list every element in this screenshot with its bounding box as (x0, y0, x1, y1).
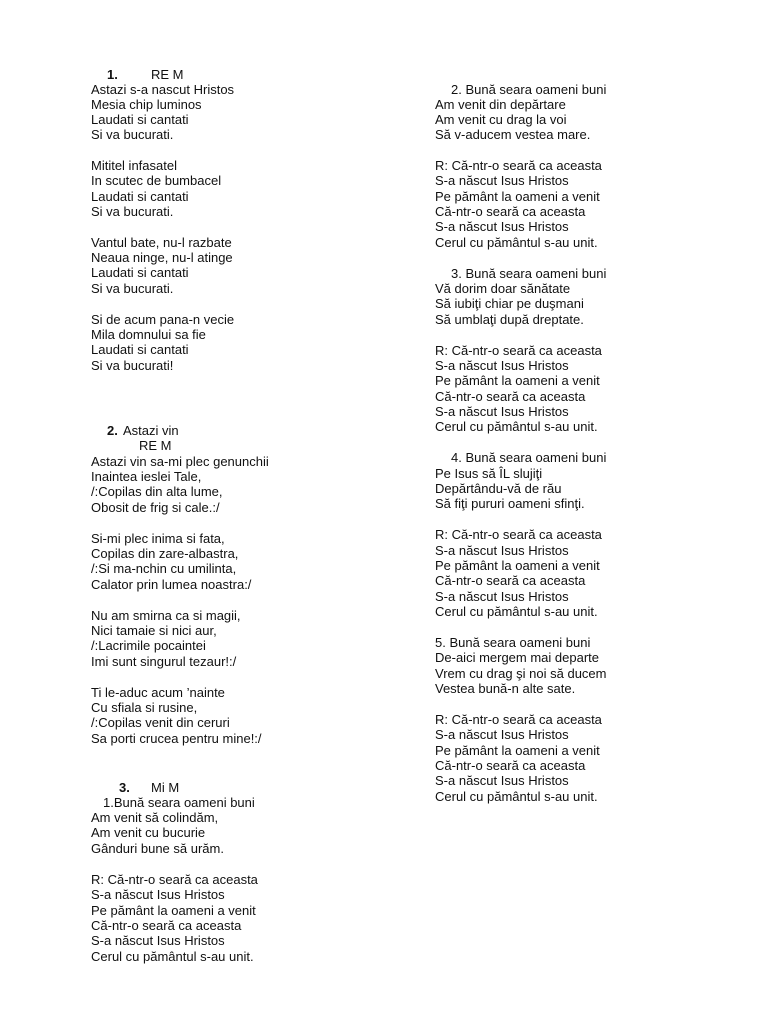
lyric-line: Astazi s-a nascut Hristos (91, 82, 235, 97)
song2-title: Astazi vin (123, 423, 179, 438)
refrain-line: Pe pământ la oameni a venit (435, 189, 600, 204)
song2-key: RE M (139, 438, 172, 453)
refrain-line: Cerul cu pământul s-au unit. (435, 419, 598, 434)
refrain-line: Cerul cu pământul s-au unit. (435, 789, 598, 804)
lyric-line: Obosit de frig si cale.:/ (91, 500, 220, 515)
lyric-line: Calator prin lumea noastra:/ (91, 577, 252, 592)
lyric-line: Am venit cu bucurie (91, 825, 206, 840)
lyric-line: /:Lacrimile pocaintei (91, 638, 206, 653)
refrain-line: R: Că-ntr-o seară ca aceasta (435, 158, 602, 173)
lyric-line: Vrem cu drag şi noi să ducem (435, 666, 607, 681)
lyric-line: Si-mi plec inima si fata, (91, 531, 225, 546)
refrain-line: R: Că-ntr-o seară ca aceasta (91, 872, 258, 887)
refrain-line: S-a născut Isus Hristos (91, 933, 225, 948)
lyric-line: Si va bucurati! (91, 358, 174, 373)
lyric-line: Pe Isus să ÎL slujiţi (435, 466, 543, 481)
lyric-line: Să v-aducem vestea mare. (435, 127, 591, 142)
lyric-line: Am venit din depărtare (435, 97, 566, 112)
lyric-line: Neaua ninge, nu-l atinge (91, 250, 233, 265)
refrain-line: S-a născut Isus Hristos (91, 887, 225, 902)
refrain-line: Cerul cu pământul s-au unit. (435, 604, 598, 619)
lyric-line: Ti le-aduc acum ’nainte (91, 685, 225, 700)
refrain-line: R: Că-ntr-o seară ca aceasta (435, 712, 602, 727)
refrain-line: Că-ntr-o seară ca aceasta (91, 918, 242, 933)
refrain-line: S-a născut Isus Hristos (435, 219, 569, 234)
lyric-line: Depărtându-vă de rău (435, 481, 562, 496)
lyric-line: /:Si ma-nchin cu umilinta, (91, 561, 237, 576)
lyric-line: Mila domnului sa fie (91, 327, 206, 342)
lyric-line: Imi sunt singurul tezaur!:/ (91, 654, 237, 669)
lyric-line: Vantul bate, nu-l razbate (91, 235, 232, 250)
refrain-line: S-a născut Isus Hristos (435, 727, 569, 742)
refrain-line: Pe pământ la oameni a venit (91, 903, 256, 918)
lyric-line: Sa porti crucea pentru mine!:/ (91, 731, 262, 746)
refrain-line: Pe pământ la oameni a venit (435, 558, 600, 573)
refrain-line: Că-ntr-o seară ca aceasta (435, 758, 586, 773)
lyric-line: /:Copilas venit din ceruri (91, 715, 230, 730)
refrain-line: Cerul cu pământul s-au unit. (435, 235, 598, 250)
lyric-line: 5. Bună seara oameni buni (435, 635, 591, 650)
lyric-line: 3. Bună seara oameni buni (451, 266, 607, 281)
lyric-line: Si va bucurati. (91, 127, 174, 142)
lyric-line: /:Copilas din alta lume, (91, 484, 223, 499)
refrain-line: S-a născut Isus Hristos (435, 404, 569, 419)
lyric-line: Am venit cu drag la voi (435, 112, 567, 127)
lyric-line: Vă dorim doar sănătate (435, 281, 571, 296)
lyric-line: Nu am smirna ca si magii, (91, 608, 241, 623)
refrain-line: S-a născut Isus Hristos (435, 589, 569, 604)
refrain-line: S-a născut Isus Hristos (435, 358, 569, 373)
refrain-line: S-a născut Isus Hristos (435, 173, 569, 188)
lyric-line: Nici tamaie si nici aur, (91, 623, 217, 638)
lyric-line: Mititel infasatel (91, 158, 177, 173)
refrain-line: Că-ntr-o seară ca aceasta (435, 573, 586, 588)
refrain-line: Pe pământ la oameni a venit (435, 373, 600, 388)
refrain-line: R: Că-ntr-o seară ca aceasta (435, 527, 602, 542)
song1-key: RE M (151, 67, 184, 82)
refrain-line: Cerul cu pământul s-au unit. (91, 949, 254, 964)
lyric-line: Am venit să colindăm, (91, 810, 219, 825)
refrain-line: S-a născut Isus Hristos (435, 773, 569, 788)
song2-number: 2. (107, 423, 118, 438)
refrain-line: Că-ntr-o seară ca aceasta (435, 389, 586, 404)
lyric-line: 1.Bună seara oameni buni (103, 795, 255, 810)
lyric-line: Copilas din zare-albastra, (91, 546, 239, 561)
lyric-line: Să iubiţi chiar pe duşmani (435, 296, 584, 311)
lyric-line: Laudati si cantati (91, 342, 189, 357)
lyric-line: De-aici mergem mai departe (435, 650, 600, 665)
lyric-line: Laudati si cantati (91, 189, 189, 204)
lyric-line: Laudati si cantati (91, 112, 189, 127)
lyric-line: Si va bucurati. (91, 204, 174, 219)
lyric-line: Să umblaţi după dreptate. (435, 312, 584, 327)
lyric-line: Cu sfiala si rusine, (91, 700, 198, 715)
lyric-line: 4. Bună seara oameni buni (451, 450, 607, 465)
lyric-line: Să fiţi pururi oameni sfinţi. (435, 496, 585, 511)
lyric-line: Vestea bună-n alte sate. (435, 681, 576, 696)
song3-key: Mi M (151, 780, 180, 795)
lyric-line: Inaintea ieslei Tale, (91, 469, 202, 484)
lyric-line: Gânduri bune să urăm. (91, 841, 224, 856)
song3-number: 3. (119, 780, 130, 795)
refrain-line: S-a născut Isus Hristos (435, 543, 569, 558)
refrain-line: Pe pământ la oameni a venit (435, 743, 600, 758)
lyric-line: In scutec de bumbacel (91, 173, 222, 188)
lyric-line: 2. Bună seara oameni buni (451, 82, 607, 97)
refrain-line: Că-ntr-o seară ca aceasta (435, 204, 586, 219)
song1-number: 1. (107, 67, 118, 82)
lyric-line: Astazi vin sa-mi plec genunchii (91, 454, 269, 469)
lyric-line: Si de acum pana-n vecie (91, 312, 235, 327)
lyric-line: Laudati si cantati (91, 265, 189, 280)
refrain-line: R: Că-ntr-o seară ca aceasta (435, 343, 602, 358)
lyric-line: Si va bucurati. (91, 281, 174, 296)
lyric-line: Mesia chip luminos (91, 97, 202, 112)
